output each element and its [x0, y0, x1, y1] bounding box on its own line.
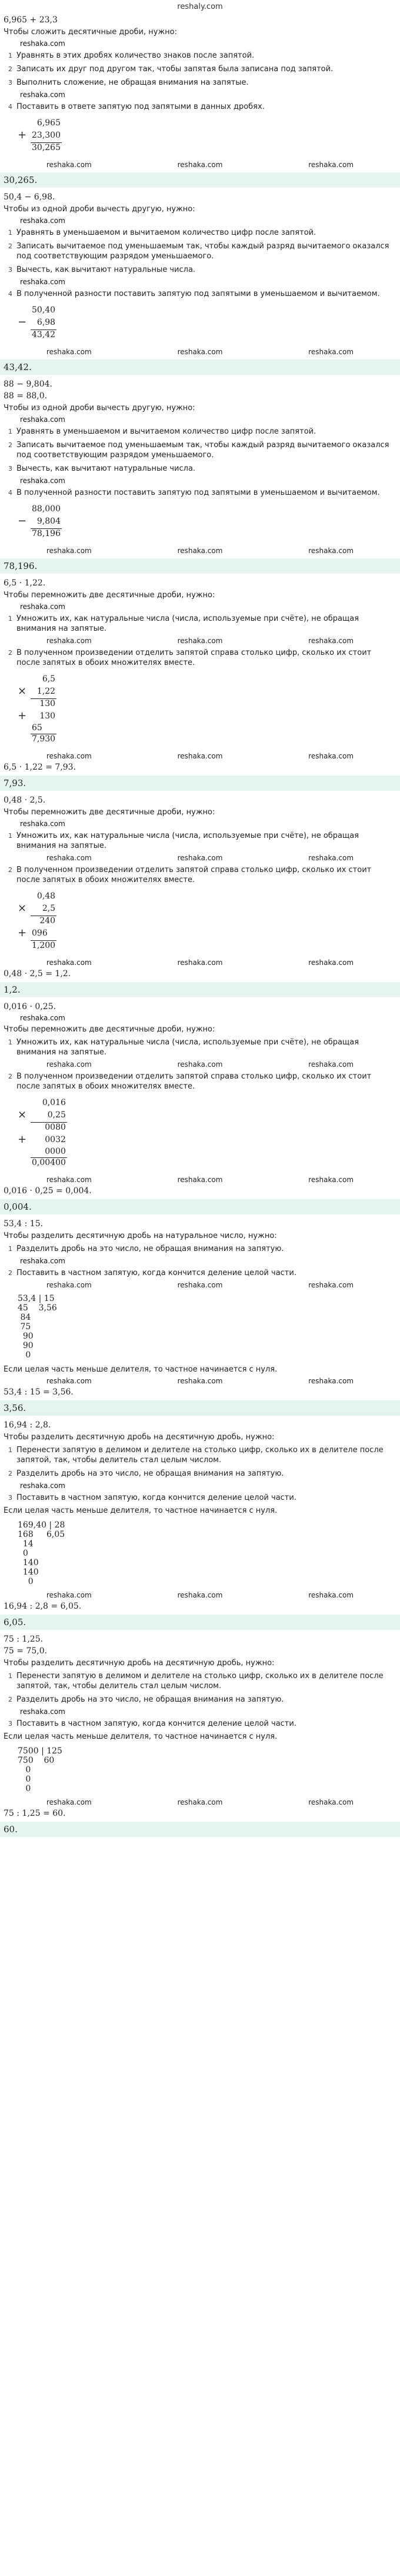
- step: 1 Умножить их, как натуральные числа (числа, используемые при счёте), не обращая внимания на запятые.: [8, 1038, 359, 1057]
- watermark-row: reshaka.com reshaka.com reshaka.com: [46, 1176, 354, 1184]
- watermark: reshaka.com: [20, 477, 65, 485]
- watermark-row: reshaka.com reshaka.com reshaka.com: [46, 1798, 354, 1806]
- step: 3 Поставить в частном запятую, когда кончится деление целой части.: [8, 1493, 296, 1502]
- watermark-row: reshaka.com reshaka.com reshaka.com: [46, 752, 354, 760]
- step: 4 В полученной разности поставить запятую под запятыми в уменьшаемом и вычитаемом.: [8, 488, 380, 497]
- step: 3 Выполнить сложение, не обращая внимания на запятые.: [8, 78, 249, 87]
- step: 2 В полученном произведении отделить запятой справа столько цифр, сколько их стоит после запятых в обоих множителях вместе.: [8, 648, 372, 667]
- expression: 0,48 · 2,5.: [4, 796, 46, 805]
- site-header[interactable]: reshaly.com: [177, 2, 223, 11]
- note-text: Если целая часть меньше делителя, то частное начинается с нуля.: [4, 1365, 278, 1374]
- intro-text: Чтобы сложить десятичные дроби, нужно:: [4, 28, 178, 36]
- step: 2 В полученном произведении отделить запятой справа столько цифр, сколько их стоит после запятых в обоих множителях вместе.: [8, 1072, 372, 1091]
- step: 1 Умножить их, как натуральные числа (числа, используемые при счёте), не обращая внимания на запятые.: [8, 831, 359, 850]
- answer: 78,196.: [0, 558, 400, 574]
- section-7: [4, 1218, 396, 1416]
- long-division: 53,4 | 15 45 3,56 84 75 90 90 0: [18, 1294, 57, 1360]
- intro-text: Чтобы разделить десятичную дробь на десятичную дробь, нужно:: [4, 1659, 275, 1668]
- step: 2 Записать вычитаемое под уменьшаемым так, чтобы каждый разряд вычитаемого оказался под соответствующим разрядом уменьшаемого.: [8, 242, 389, 261]
- watermark: reshaka.com: [20, 1257, 65, 1265]
- step: 4 Поставить в ответе запятую под запятыми в данных дробях.: [8, 102, 265, 111]
- intro-text: Чтобы перемножить две десятичные дроби, нужно:: [4, 591, 215, 600]
- expression: 88 = 88,0.: [4, 391, 48, 401]
- intro-text: Чтобы перемножить две десятичные дроби, нужно:: [4, 1025, 215, 1034]
- intro-text: Чтобы из одной дроби вычесть другую, нужно:: [4, 404, 195, 412]
- step: 2 Разделить дробь на это число, не обращая внимания на запятую.: [8, 1469, 284, 1478]
- watermark: reshaka.com: [20, 39, 65, 48]
- note-text: Если целая часть меньше делителя, то частное начинается с нуля.: [4, 1732, 278, 1741]
- section-8: [4, 1419, 396, 1630]
- watermark-row: reshaka.com reshaka.com reshaka.com: [46, 958, 354, 967]
- step: 3 Вычесть, как вычитают натуральные числа.: [8, 265, 196, 274]
- intro-text: Чтобы из одной дроби вычесть другую, нужно:: [4, 205, 195, 214]
- column-addition: 6,965 + 23,300 30,265: [18, 118, 61, 152]
- watermark: reshaka.com: [20, 820, 65, 828]
- answer: 0,004.: [0, 1199, 400, 1214]
- step: 1 Перенести запятую в делимом и делителе на столько цифр, сколько их в делителе после запятой, так, чтобы делитель стал целым числом.: [8, 1672, 384, 1690]
- column-multiplication: 6,5 × 1,22 130 + 130 65 7,930: [18, 674, 56, 744]
- step: 1 Умножить их, как натуральные числа (числа, используемые при счёте), не обращая внимания на запятые.: [8, 614, 359, 633]
- step: 3 Вычесть, как вычитают натуральные числа.: [8, 464, 196, 473]
- expression: 0,016 · 0,25.: [4, 1002, 56, 1011]
- note-text: Если целая часть меньше делителя, то частное начинается с нуля.: [4, 1506, 278, 1515]
- watermark: reshaka.com: [20, 1708, 65, 1716]
- step: 4 В полученной разности поставить запятую под запятыми в уменьшаемом и вычитаемом.: [8, 289, 380, 298]
- result: 75 : 1,25 = 60.: [4, 1809, 66, 1818]
- long-division: 7500 | 125 750 60 0 0 0: [18, 1746, 62, 1793]
- expression: 50,4 − 6,98.: [4, 192, 55, 202]
- watermark: reshaka.com: [20, 1482, 65, 1490]
- watermark-row: reshaka.com reshaka.com reshaka.com: [46, 1281, 354, 1289]
- watermark: reshaka.com: [20, 603, 65, 611]
- watermark-row: reshaka.com reshaka.com reshaka.com: [46, 854, 354, 862]
- watermark: reshaka.com: [20, 278, 65, 286]
- watermark-row: reshaka.com reshaka.com reshaka.com: [46, 161, 354, 169]
- answer: 3,56.: [0, 1400, 400, 1416]
- section-2: [4, 191, 396, 375]
- expression: 6,5 · 1,22.: [4, 578, 46, 588]
- step: 1 Разделить дробь на это число, не обращая внимания на запятую.: [8, 1244, 284, 1253]
- watermark-row: reshaka.com reshaka.com reshaka.com: [46, 547, 354, 555]
- watermark-row: reshaka.com reshaka.com reshaka.com: [46, 1060, 354, 1069]
- column-multiplication: 0,016 × 0,25 0080 + 0032 0000 0,00400: [18, 1098, 66, 1167]
- intro-text: Чтобы перемножить две десятичные дроби, нужно:: [4, 808, 215, 817]
- step: 2 Разделить дробь на это число, не обращая внимания на запятую.: [8, 1695, 284, 1704]
- watermark: reshaka.com: [20, 415, 65, 424]
- section-1: [4, 14, 396, 188]
- section-3: [4, 378, 396, 574]
- result: 6,5 · 1,22 = 7,93.: [4, 763, 76, 772]
- column-subtraction: 88,000 − 9,804 78,196: [18, 504, 61, 538]
- step: 2 Записать их друг под другом так, чтобы запятая была записана под запятой.: [8, 65, 334, 74]
- intro-text: Чтобы разделить десятичную дробь на натуральное число, нужно:: [4, 1232, 277, 1240]
- column-subtraction: 50,40 − 6,98 43,42: [18, 305, 56, 340]
- step: 1 Перенести запятую в делимом и делителе на столько цифр, сколько их в делителе после запятой, так, чтобы делитель стал целым числом.: [8, 1446, 384, 1465]
- step: 1 Уравнять в уменьшаемом и вычитаемом количество цифр после запятой.: [8, 427, 316, 436]
- watermark-row: reshaka.com reshaka.com reshaka.com: [46, 1377, 354, 1385]
- expression: 88 − 9,804.: [4, 380, 52, 389]
- step: 2 В полученном произведении отделить запятой справа столько цифр, сколько их стоит после запятых в обоих множителях вместе.: [8, 866, 372, 884]
- watermark-row: reshaka.com reshaka.com reshaka.com: [46, 637, 354, 645]
- answer: 7,93.: [0, 776, 400, 791]
- answer: 60.: [0, 1822, 400, 1837]
- expression: 75 = 75,0.: [4, 1646, 48, 1656]
- watermark: reshaka.com: [20, 217, 65, 225]
- long-division: 169,40 | 28 168 6,05 14 0 140 140 0: [18, 1520, 65, 1586]
- answer: 43,42.: [0, 360, 400, 375]
- expression: 16,94 : 2,8.: [4, 1420, 51, 1430]
- expression: 53,4 : 15.: [4, 1219, 44, 1229]
- step: 2 Поставить в частном запятую, когда кончится деление целой части.: [8, 1269, 296, 1277]
- expression: 75 : 1,25.: [4, 1635, 44, 1644]
- watermark-row: reshaka.com reshaka.com reshaka.com: [46, 1591, 354, 1599]
- intro-text: Чтобы разделить десятичную дробь на десятичную дробь, нужно:: [4, 1433, 275, 1442]
- step: 3 Поставить в частном запятую, когда кончится деление целой части.: [8, 1719, 296, 1728]
- answer: 6,05.: [0, 1615, 400, 1630]
- step: 1 Уравнять в уменьшаемом и вычитаемом количество цифр после запятой.: [8, 228, 316, 237]
- result: 16,94 : 2,8 = 6,05.: [4, 1602, 82, 1611]
- column-multiplication: 0,48 × 2,5 240 + 096 1,200: [18, 891, 56, 950]
- step: 2 Записать вычитаемое под уменьшаемым так, чтобы каждый разряд вычитаемого оказался под соответствующим разрядом уменьшаемого.: [8, 441, 389, 460]
- step: 1 Уравнять в этих дробях количество знаков после запятой.: [8, 51, 255, 60]
- watermark-row: reshaka.com reshaka.com reshaka.com: [46, 348, 354, 356]
- result: 53,4 : 15 = 3,56.: [4, 1387, 74, 1397]
- section-6: [4, 1001, 396, 1214]
- watermark: reshaka.com: [20, 91, 65, 99]
- result: 0,016 · 0,25 = 0,004.: [4, 1186, 92, 1196]
- watermark: reshaka.com: [20, 1014, 65, 1022]
- section-4: [4, 577, 396, 791]
- section-9: [4, 1633, 396, 1837]
- answer: 30,265.: [0, 172, 400, 188]
- expression: 6,965 + 23,3: [4, 15, 58, 25]
- section-5: [4, 794, 396, 997]
- answer: 1,2.: [0, 982, 400, 997]
- result: 0,48 · 2,5 = 1,2.: [4, 969, 71, 979]
